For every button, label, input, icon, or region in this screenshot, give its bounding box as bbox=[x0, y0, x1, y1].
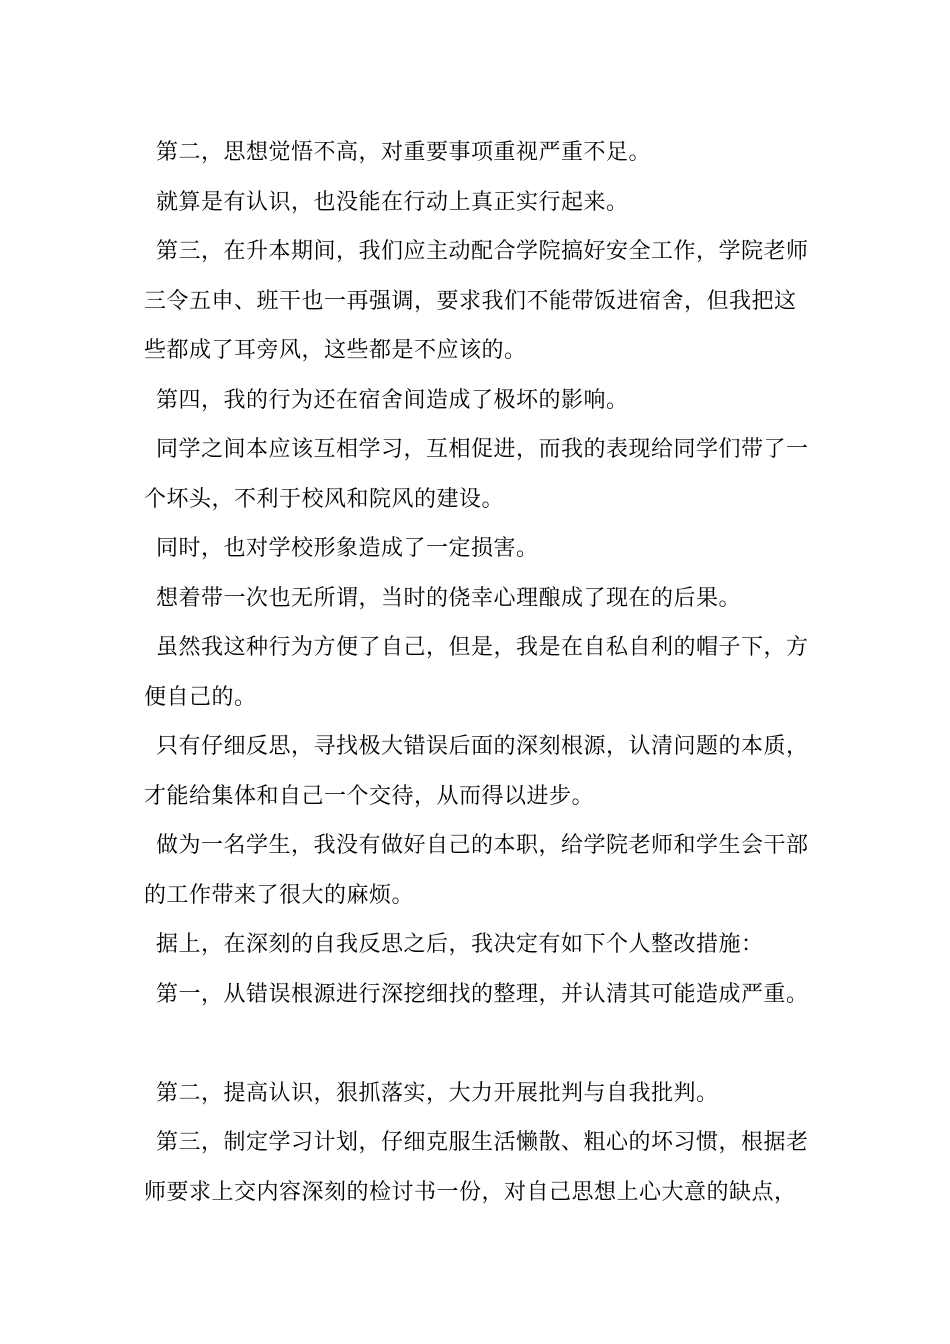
paragraph-line: 第三，在升本期间，我们应主动配合学院搞好安全工作，学院老师 bbox=[156, 239, 809, 264]
paragraph-line: 虽然我这种行为方便了自己，但是，我是在自私自利的帽子下，方 bbox=[156, 635, 809, 660]
paragraph-line: 第二，思想觉悟不高，对重要事项重视严重不足。 bbox=[156, 140, 652, 165]
paragraph-line: 同学之间本应该互相学习，互相促进，而我的表现给同学们带了一 bbox=[156, 437, 809, 462]
document-body bbox=[144, 128, 814, 1217]
paragraph-gap bbox=[144, 1019, 814, 1069]
paragraph-line: 第三，制定学习计划，仔细克服生活懒散、粗心的坏习惯，根据老 bbox=[156, 1130, 809, 1155]
paragraph-line: 便自己的。 bbox=[144, 684, 257, 710]
paragraph-line: 师要求上交内容深刻的检讨书一份，对自己思想上心大意的缺点， bbox=[144, 1179, 797, 1205]
paragraph-line: 就算是有认识，也没能在行动上真正实行起来。 bbox=[156, 189, 629, 215]
paragraph-line: 第二，提高认识，狠抓落实，大力开展批判与自我批判。 bbox=[156, 1080, 719, 1106]
paragraph-line: 只有仔细反思，寻找极大错误后面的深刻根源，认清问题的本质， bbox=[156, 734, 809, 759]
paragraph-line: 三令五申、班干也一再强调，要求我们不能带饭进宿舍，但我把这 bbox=[144, 288, 797, 314]
paragraph-line: 同时，也对学校形象造成了一定损害。 bbox=[156, 536, 539, 561]
paragraph-line: 才能给集体和自己一个交待，从而得以进步。 bbox=[144, 783, 595, 809]
paragraph-line: 第一，从错误根源进行深挖细找的整理，并认清其可能造成严重。 bbox=[156, 981, 809, 1007]
paragraph-line: 个坏头，不利于校风和院风的建设。 bbox=[144, 486, 505, 512]
paragraph-line: 第四，我的行为还在宿舍间造成了极坏的影响。 bbox=[156, 387, 629, 413]
paragraph-line: 做为一名学生，我没有做好自己的本职，给学院老师和学生会干部 bbox=[156, 833, 809, 858]
paragraph-line: 想着带一次也无所谓，当时的侥幸心理酿成了现在的后果。 bbox=[156, 585, 742, 611]
paragraph-line: 据上，在深刻的自我反思之后，我决定有如下个人整改措施： bbox=[156, 932, 764, 957]
paragraph-line: 的工作带来了很大的麻烦。 bbox=[144, 882, 415, 908]
paragraph-line: 些都成了耳旁风，这些都是不应该的。 bbox=[144, 338, 527, 363]
